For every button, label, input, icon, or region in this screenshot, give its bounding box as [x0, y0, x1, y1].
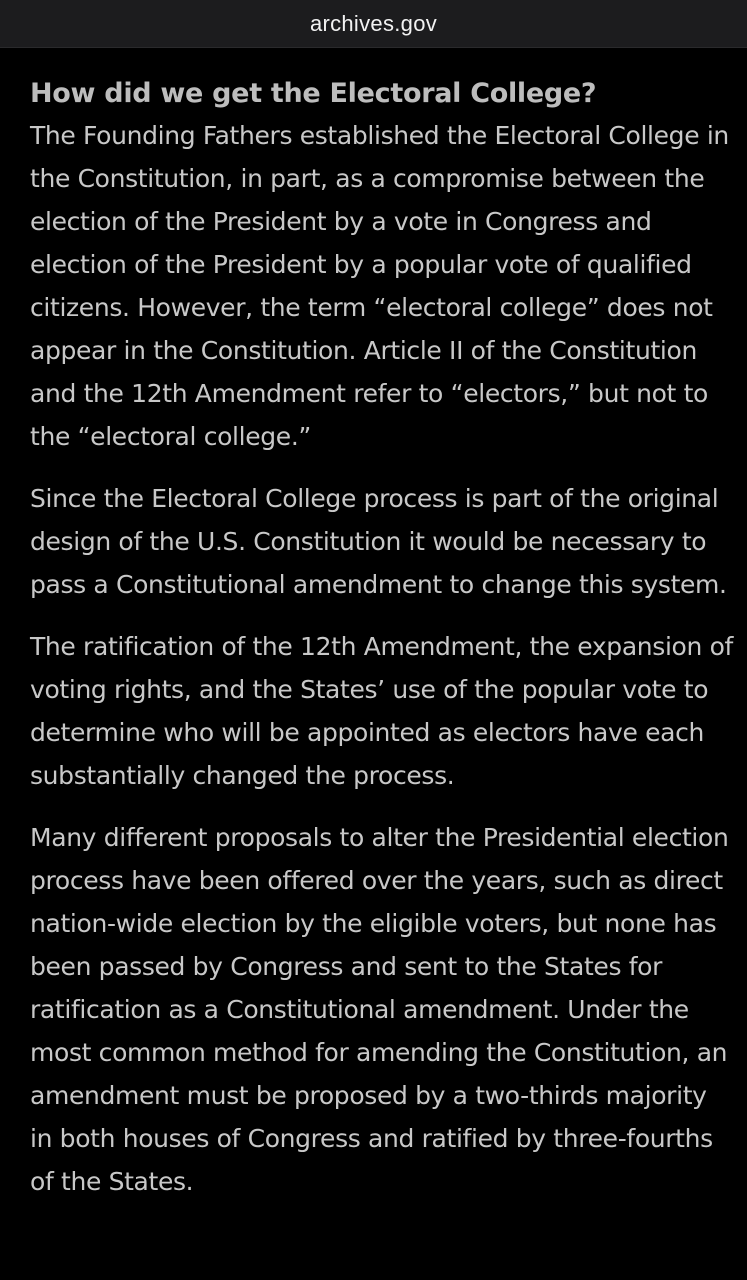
article-paragraph-2: Since the Electoral College process is part of the original design of the U.S. Constitution it would be necessary to pass a Constitutional amendment to change this system. [30, 484, 727, 599]
address-bar[interactable] [0, 0, 747, 48]
article [30, 48, 735, 1203]
url-text[interactable]: archives.gov [309, 10, 438, 36]
article-paragraph-4: Many different proposals to alter the Presidential election process have been offered over the years, such as direct nation-wide election by the eligible voters, but none has been passed by Congress and sent to the States for ratification as a Constitutional amendment. Under the most common method for amending the Constitution, an amendment must be proposed by a two-thirds majority in both houses of Congress and ratified by three-fourths of the States. [30, 823, 729, 1196]
article-paragraph-3: The ratification of the 12th Amendment, the expansion of voting rights, and the States’ use of the popular vote to determine who will be appointed as electors have each substantially changed the process. [30, 632, 733, 790]
article-paragraph-1: The Founding Fathers established the Electoral College in the Constitution, in part, as a compromise between the election of the President by a vote in Congress and election of the President by a popular vote of qualified citizens. However, the term “electoral college” does not appear in the Constitution. Article II of the Constitution and the 12th Amendment refer to “electors,” but not to the “electoral college.” [30, 121, 729, 451]
article-heading: How did we get the Electoral College? [30, 78, 597, 109]
